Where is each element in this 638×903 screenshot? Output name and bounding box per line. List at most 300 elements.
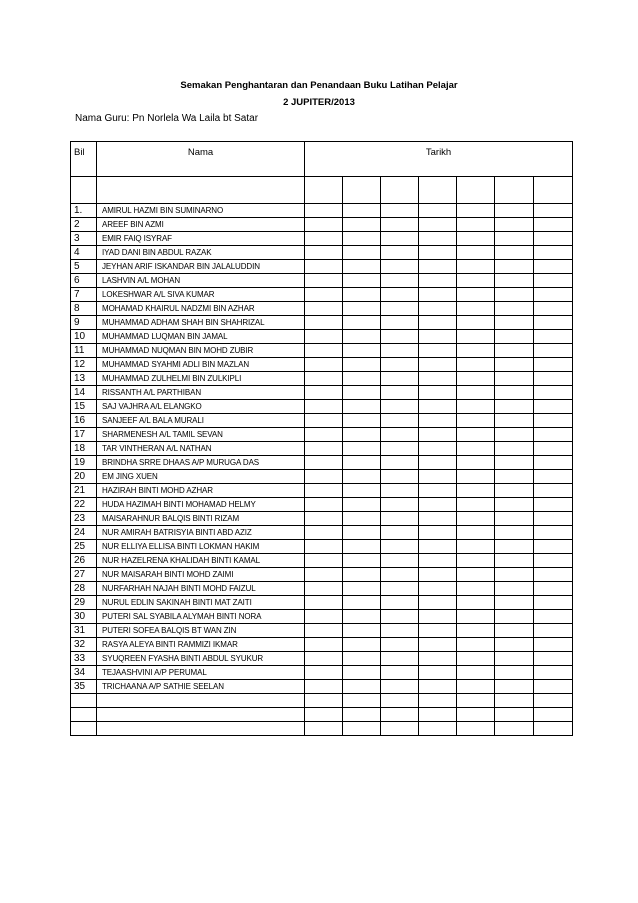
date-check-cell[interactable] [495,344,534,358]
date-check-cell[interactable] [381,470,419,484]
date-check-cell[interactable] [305,302,343,316]
date-check-cell[interactable] [495,484,534,498]
blank-row [71,708,573,722]
date-check-cell[interactable] [305,358,343,372]
date-check-cell[interactable] [381,582,419,596]
column-header-tarikh: Tarikh [305,142,573,177]
student-name: MUHAMMAD SYAHMI ADLI BIN MAZLAN [97,358,305,372]
date-check-cell[interactable] [495,288,534,302]
student-name: MAISARAHNUR BALQIS BINTI RIZAM [97,512,305,526]
date-check-cell[interactable] [495,386,534,400]
date-check-cell[interactable] [305,512,343,526]
date-check-cell[interactable] [305,288,343,302]
date-check-cell[interactable] [305,694,343,708]
date-check-cell[interactable] [343,330,381,344]
date-check-cell[interactable] [305,624,343,638]
date-check-cell[interactable] [381,428,419,442]
date-check-cell[interactable] [495,610,534,624]
date-check-cell[interactable] [457,694,495,708]
date-check-cell[interactable] [419,722,457,736]
date-check-cell[interactable] [305,722,343,736]
date-check-cell[interactable] [457,386,495,400]
date-check-cell[interactable] [381,358,419,372]
row-number: 6 [71,274,97,288]
date-check-cell[interactable] [381,540,419,554]
spacer-cell [495,177,534,204]
date-check-cell[interactable] [305,344,343,358]
date-check-cell[interactable] [343,652,381,666]
date-check-cell[interactable] [534,554,573,568]
date-check-cell[interactable] [343,414,381,428]
student-name: LOKESHWAR A/L SIVA KUMAR [97,288,305,302]
date-check-cell[interactable] [305,400,343,414]
date-check-cell[interactable] [457,540,495,554]
date-check-cell[interactable] [381,316,419,330]
date-check-cell[interactable] [457,260,495,274]
date-check-cell[interactable] [457,708,495,722]
date-check-cell[interactable] [305,484,343,498]
date-check-cell[interactable] [534,386,573,400]
date-check-cell[interactable] [343,274,381,288]
date-check-cell[interactable] [305,274,343,288]
date-check-cell[interactable] [381,638,419,652]
date-check-cell[interactable] [381,330,419,344]
date-check-cell[interactable] [381,442,419,456]
date-check-cell[interactable] [495,666,534,680]
date-check-cell[interactable] [381,372,419,386]
date-check-cell[interactable] [457,666,495,680]
date-check-cell[interactable] [305,680,343,694]
date-check-cell[interactable] [343,638,381,652]
date-check-cell[interactable] [305,470,343,484]
date-check-cell[interactable] [343,400,381,414]
row-number: 25 [71,540,97,554]
date-check-cell[interactable] [305,708,343,722]
date-check-cell[interactable] [457,344,495,358]
date-check-cell[interactable] [381,386,419,400]
student-name: MUHAMMAD ZULHELMI BIN ZULKIPLI [97,372,305,386]
date-check-cell[interactable] [419,372,457,386]
date-check-cell[interactable] [457,246,495,260]
date-check-cell[interactable] [343,232,381,246]
date-check-cell[interactable] [343,624,381,638]
date-check-cell[interactable] [457,680,495,694]
date-check-cell[interactable] [457,288,495,302]
date-check-cell[interactable] [495,414,534,428]
date-check-cell[interactable] [343,484,381,498]
date-check-cell[interactable] [534,694,573,708]
date-check-cell[interactable] [495,568,534,582]
date-check-cell[interactable] [457,232,495,246]
date-check-cell[interactable] [534,260,573,274]
student-row [71,456,573,470]
date-check-cell[interactable] [305,596,343,610]
date-check-cell[interactable] [534,372,573,386]
date-check-cell[interactable] [534,484,573,498]
date-check-cell[interactable] [495,596,534,610]
date-check-cell[interactable] [381,218,419,232]
date-check-cell[interactable] [305,260,343,274]
date-check-cell[interactable] [343,554,381,568]
date-check-cell[interactable] [457,302,495,316]
date-check-cell[interactable] [457,358,495,372]
date-check-cell[interactable] [343,582,381,596]
date-check-cell[interactable] [419,596,457,610]
date-check-cell[interactable] [381,722,419,736]
date-check-cell[interactable] [381,526,419,540]
date-check-cell[interactable] [381,414,419,428]
date-check-cell[interactable] [495,512,534,526]
date-check-cell[interactable] [457,330,495,344]
date-check-cell[interactable] [419,470,457,484]
date-check-cell[interactable] [495,624,534,638]
date-check-cell[interactable] [381,568,419,582]
date-check-cell[interactable] [534,512,573,526]
student-name: BRINDHA SRRE DHAAS A/P MURUGA DAS [97,456,305,470]
date-check-cell[interactable] [534,274,573,288]
date-check-cell[interactable] [419,568,457,582]
student-row [71,540,573,554]
date-check-cell[interactable] [305,204,343,218]
date-check-cell[interactable] [457,372,495,386]
date-check-cell[interactable] [343,456,381,470]
student-row [71,288,573,302]
date-check-cell[interactable] [534,722,573,736]
date-check-cell[interactable] [457,400,495,414]
date-check-cell[interactable] [343,666,381,680]
date-check-cell[interactable] [419,358,457,372]
date-check-cell[interactable] [495,456,534,470]
date-check-cell[interactable] [457,638,495,652]
date-check-cell[interactable] [457,484,495,498]
date-check-cell[interactable] [305,666,343,680]
date-check-cell[interactable] [534,582,573,596]
date-check-cell[interactable] [495,302,534,316]
date-check-cell[interactable] [381,610,419,624]
date-check-cell[interactable] [381,232,419,246]
row-number: 22 [71,498,97,512]
student-name: SYUQREEN FYASHA BINTI ABDUL SYUKUR [97,652,305,666]
date-check-cell[interactable] [495,400,534,414]
date-check-cell[interactable] [419,302,457,316]
date-check-cell[interactable] [495,330,534,344]
date-check-cell[interactable] [534,246,573,260]
date-check-cell[interactable] [534,218,573,232]
date-check-cell[interactable] [381,288,419,302]
date-check-cell[interactable] [457,554,495,568]
date-check-cell[interactable] [457,316,495,330]
date-check-cell[interactable] [381,512,419,526]
date-check-cell[interactable] [419,386,457,400]
student-name: SANJEEF A/L BALA MURALI [97,414,305,428]
date-check-cell[interactable] [343,246,381,260]
row-number [71,694,97,708]
date-check-cell[interactable] [343,260,381,274]
date-check-cell[interactable] [419,414,457,428]
date-check-cell[interactable] [305,414,343,428]
date-check-cell[interactable] [343,372,381,386]
date-check-cell[interactable] [305,442,343,456]
column-header-nama: Nama [97,142,305,177]
date-check-cell[interactable] [381,624,419,638]
date-check-cell[interactable] [534,400,573,414]
date-check-cell[interactable] [495,540,534,554]
student-row [71,554,573,568]
date-check-cell[interactable] [381,694,419,708]
date-check-cell[interactable] [343,498,381,512]
date-check-cell[interactable] [457,470,495,484]
spacer-cell [343,177,381,204]
date-check-cell[interactable] [495,232,534,246]
date-check-cell[interactable] [419,708,457,722]
date-check-cell[interactable] [457,456,495,470]
date-check-cell[interactable] [381,680,419,694]
date-check-cell[interactable] [457,442,495,456]
student-row [71,498,573,512]
date-check-cell[interactable] [343,358,381,372]
date-check-cell[interactable] [419,288,457,302]
date-check-cell[interactable] [343,610,381,624]
date-check-cell[interactable] [419,638,457,652]
date-check-cell[interactable] [343,568,381,582]
date-check-cell[interactable] [343,344,381,358]
date-check-cell[interactable] [419,610,457,624]
date-check-cell[interactable] [457,526,495,540]
date-check-cell[interactable] [381,260,419,274]
date-check-cell[interactable] [495,246,534,260]
date-check-cell[interactable] [457,624,495,638]
date-check-cell[interactable] [419,484,457,498]
date-check-cell[interactable] [419,554,457,568]
student-row [71,218,573,232]
date-check-cell[interactable] [419,666,457,680]
date-check-cell[interactable] [343,526,381,540]
date-check-cell[interactable] [305,218,343,232]
date-check-cell[interactable] [419,344,457,358]
date-check-cell[interactable] [381,484,419,498]
date-check-cell[interactable] [305,652,343,666]
date-check-cell[interactable] [305,610,343,624]
date-check-cell[interactable] [534,288,573,302]
date-check-cell[interactable] [534,638,573,652]
date-check-cell[interactable] [495,372,534,386]
date-check-cell[interactable] [419,512,457,526]
date-check-cell[interactable] [305,498,343,512]
date-check-cell[interactable] [495,470,534,484]
date-check-cell[interactable] [381,596,419,610]
date-check-cell[interactable] [534,666,573,680]
student-name: MOHAMAD KHAIRUL NADZMI BIN AZHAR [97,302,305,316]
date-check-cell[interactable] [534,456,573,470]
date-check-cell[interactable] [534,652,573,666]
date-check-cell[interactable] [305,526,343,540]
date-check-cell[interactable] [534,316,573,330]
date-check-cell[interactable] [305,568,343,582]
date-check-cell[interactable] [495,708,534,722]
date-check-cell[interactable] [534,428,573,442]
date-check-cell[interactable] [534,302,573,316]
date-check-cell[interactable] [419,316,457,330]
date-check-cell[interactable] [495,554,534,568]
date-check-cell[interactable] [381,554,419,568]
date-check-cell[interactable] [343,708,381,722]
date-check-cell[interactable] [381,400,419,414]
date-check-cell[interactable] [419,204,457,218]
date-check-cell[interactable] [419,218,457,232]
date-check-cell[interactable] [457,722,495,736]
date-check-cell[interactable] [457,498,495,512]
date-check-cell[interactable] [381,498,419,512]
date-check-cell[interactable] [343,442,381,456]
date-check-cell[interactable] [305,386,343,400]
student-row [71,330,573,344]
date-check-cell[interactable] [534,330,573,344]
date-check-cell[interactable] [419,400,457,414]
date-check-cell[interactable] [343,386,381,400]
date-check-cell[interactable] [305,246,343,260]
date-check-cell[interactable] [419,442,457,456]
date-check-cell[interactable] [495,526,534,540]
date-check-cell[interactable] [343,694,381,708]
date-check-cell[interactable] [381,456,419,470]
date-check-cell[interactable] [381,666,419,680]
date-check-cell[interactable] [495,316,534,330]
date-check-cell[interactable] [534,568,573,582]
date-check-cell[interactable] [305,330,343,344]
date-check-cell[interactable] [495,498,534,512]
date-check-cell[interactable] [419,246,457,260]
date-check-cell[interactable] [381,302,419,316]
date-check-cell[interactable] [534,442,573,456]
date-check-cell[interactable] [419,680,457,694]
date-check-cell[interactable] [495,694,534,708]
date-check-cell[interactable] [534,358,573,372]
date-check-cell[interactable] [534,624,573,638]
date-check-cell[interactable] [343,204,381,218]
date-check-cell[interactable] [419,582,457,596]
date-check-cell[interactable] [457,204,495,218]
date-check-cell[interactable] [381,344,419,358]
date-check-cell[interactable] [305,554,343,568]
date-check-cell[interactable] [495,204,534,218]
date-check-cell[interactable] [343,302,381,316]
register-table [70,141,573,736]
student-row [71,344,573,358]
date-check-cell[interactable] [343,470,381,484]
date-check-cell[interactable] [381,652,419,666]
date-check-cell[interactable] [495,428,534,442]
date-check-cell[interactable] [534,204,573,218]
student-row [71,260,573,274]
date-check-cell[interactable] [343,218,381,232]
date-check-cell[interactable] [534,596,573,610]
date-check-cell[interactable] [534,414,573,428]
date-check-cell[interactable] [534,232,573,246]
date-check-cell[interactable] [457,218,495,232]
date-check-cell[interactable] [419,456,457,470]
date-check-cell[interactable] [305,638,343,652]
date-check-cell[interactable] [534,344,573,358]
date-check-cell[interactable] [457,274,495,288]
date-check-cell[interactable] [534,708,573,722]
date-check-cell[interactable] [419,260,457,274]
date-check-cell[interactable] [495,680,534,694]
row-number: 33 [71,652,97,666]
date-check-cell[interactable] [457,512,495,526]
date-check-cell[interactable] [534,610,573,624]
student-row [71,680,573,694]
date-check-cell[interactable] [495,652,534,666]
date-check-cell[interactable] [495,442,534,456]
date-check-cell[interactable] [381,246,419,260]
date-check-cell[interactable] [495,358,534,372]
date-check-cell[interactable] [305,456,343,470]
date-check-cell[interactable] [534,498,573,512]
date-check-cell[interactable] [419,526,457,540]
date-check-cell[interactable] [343,288,381,302]
date-check-cell[interactable] [457,414,495,428]
date-check-cell[interactable] [343,316,381,330]
date-check-cell[interactable] [419,694,457,708]
date-check-cell[interactable] [343,596,381,610]
date-check-cell[interactable] [305,540,343,554]
date-check-cell[interactable] [343,540,381,554]
date-check-cell[interactable] [495,218,534,232]
document-title: Semakan Penghantaran dan Penandaan Buku Latihan Pelajar [180,80,458,91]
date-check-cell[interactable] [457,582,495,596]
date-check-cell[interactable] [495,582,534,596]
date-check-cell[interactable] [381,204,419,218]
date-check-cell[interactable] [305,372,343,386]
date-check-cell[interactable] [305,232,343,246]
row-number: 1. [71,204,97,218]
date-check-cell[interactable] [457,596,495,610]
date-check-cell[interactable] [534,526,573,540]
date-check-cell[interactable] [381,708,419,722]
date-check-cell[interactable] [419,624,457,638]
date-check-cell[interactable] [343,722,381,736]
date-check-cell[interactable] [419,274,457,288]
student-row [71,428,573,442]
date-check-cell[interactable] [534,680,573,694]
student-row [71,568,573,582]
date-check-cell[interactable] [419,330,457,344]
date-check-cell[interactable] [457,428,495,442]
date-check-cell[interactable] [419,652,457,666]
date-check-cell[interactable] [419,498,457,512]
date-check-cell[interactable] [305,428,343,442]
date-check-cell[interactable] [419,428,457,442]
date-check-cell[interactable] [343,428,381,442]
date-check-cell[interactable] [495,260,534,274]
date-check-cell[interactable] [305,316,343,330]
date-check-cell[interactable] [457,568,495,582]
date-check-cell[interactable] [495,722,534,736]
date-check-cell[interactable] [457,610,495,624]
date-check-cell[interactable] [343,680,381,694]
date-check-cell[interactable] [419,232,457,246]
date-check-cell[interactable] [419,540,457,554]
date-check-cell[interactable] [534,540,573,554]
date-check-cell[interactable] [534,470,573,484]
date-check-cell[interactable] [457,652,495,666]
date-check-cell[interactable] [495,274,534,288]
date-check-cell[interactable] [495,638,534,652]
date-check-cell[interactable] [381,274,419,288]
student-name: PUTERI SOFEA BALQIS BT WAN ZIN [97,624,305,638]
date-check-cell[interactable] [305,582,343,596]
date-check-cell[interactable] [343,512,381,526]
